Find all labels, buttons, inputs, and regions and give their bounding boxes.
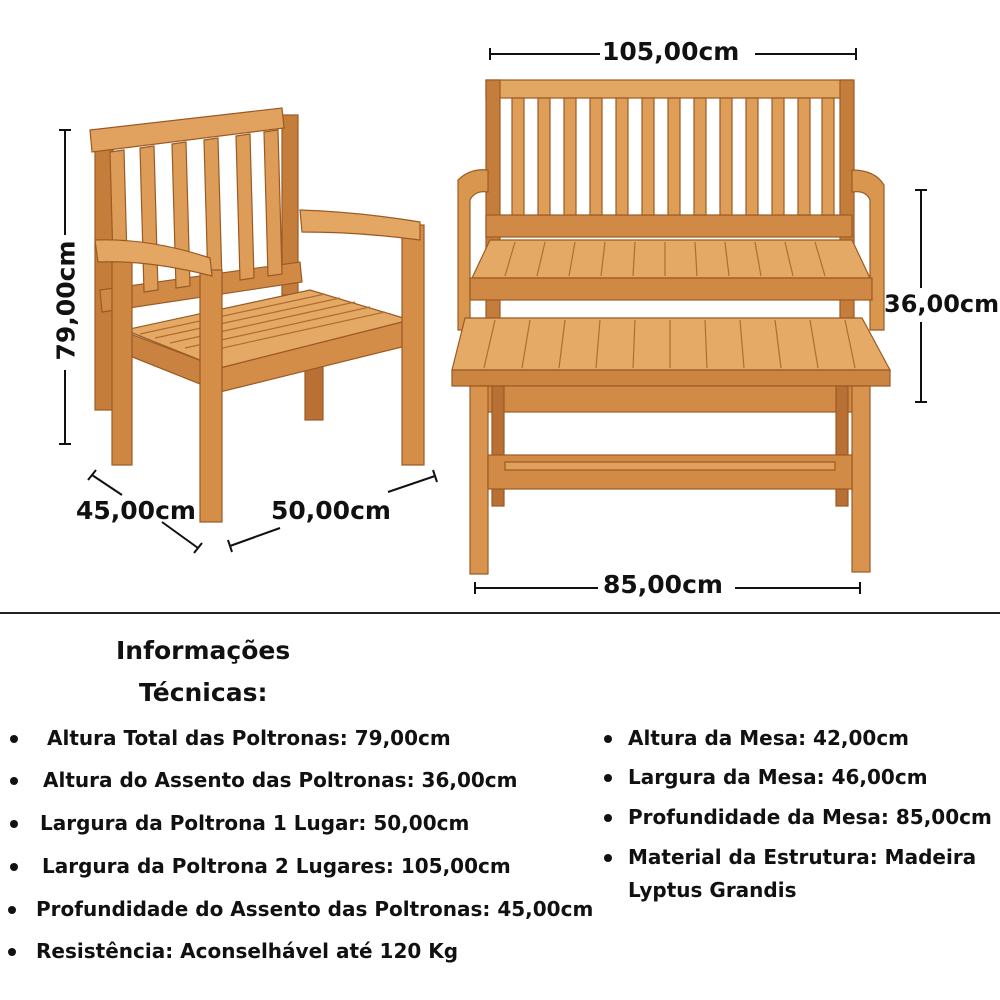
dim-table-depth: 85,00cm [603,570,723,599]
spec-item: Resistência: Aconselhável até 120 Kg [36,939,459,963]
bullet-icon [10,735,18,743]
bullet-icon [604,814,612,822]
bullet-icon [604,774,612,782]
bench [458,80,884,340]
dim-bench-width: 105,00cm [602,37,740,66]
bullet-icon [10,820,18,828]
spec-item: Altura da Mesa: 42,00cm [628,726,910,750]
bullet-icon [604,735,612,743]
spec-item: Largura da Poltrona 1 Lugar: 50,00cm [40,811,470,835]
bullet-icon [604,854,612,862]
dim-seat-height: 36,00cm [884,290,1000,318]
bullet-icon [8,906,16,914]
spec-item: Profundidade do Assento das Poltronas: 45,00cm [36,897,594,921]
spec-item: Largura da Mesa: 46,00cm [628,765,928,789]
dim-chair-depth: 45,00cm [76,496,196,525]
spec-item: Profundidade da Mesa: 85,00cm [628,805,992,829]
info-title-line1: Informações [116,636,291,665]
bullet-icon [8,948,16,956]
section-divider [0,612,1000,614]
coffee-table [452,318,890,574]
bullet-icon [10,777,18,785]
spec-item: Largura da Poltrona 2 Lugares: 105,00cm [42,854,511,878]
spec-item: Altura Total das Poltronas: 79,00cm [47,726,451,750]
spec-item: Altura do Assento das Poltronas: 36,00cm [43,768,518,792]
spec-item: Material da Estrutura: Madeira [628,845,977,869]
dim-chair-height: 79,00cm [51,240,81,361]
spec-item-continuation: Lyptus Grandis [628,878,797,902]
armchair [90,108,424,522]
dim-chair-width: 50,00cm [271,496,391,525]
bullet-icon [10,863,18,871]
info-title-line2: Técnicas: [139,678,268,707]
